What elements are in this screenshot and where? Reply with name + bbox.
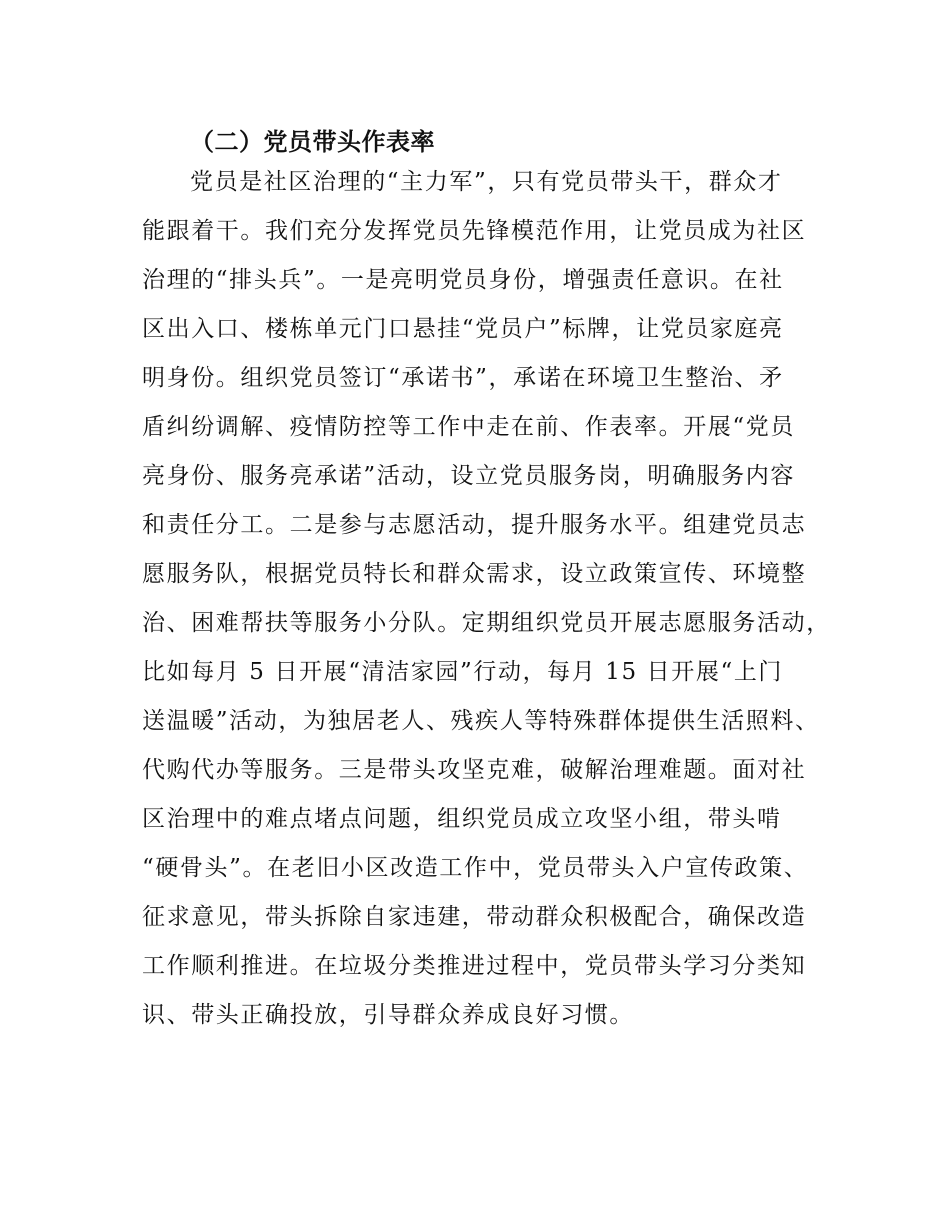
paragraph-line: 和责任分工。二是参与志愿活动，提升服务水平。组建党员志 bbox=[142, 512, 807, 538]
paragraph-line: 代购代办等服务。三是带头攻坚克难，破解治理难题。面对社 bbox=[142, 757, 807, 783]
paragraph-line: 识、带头正确投放，引导群众养成良好习惯。 bbox=[142, 1002, 634, 1028]
section-heading: （二）党员带头作表率 bbox=[190, 128, 435, 156]
paragraph-line: 治、困难帮扶等服务小分队。定期组织党员开展志愿服务活动， bbox=[142, 610, 831, 636]
paragraph-line: 治理的“排头兵”。一是亮明党员身份，增强责任意识。在社 bbox=[142, 267, 784, 293]
paragraph-line: 盾纠纷调解、疫情防控等工作中走在前、作表率。开展“党员 bbox=[142, 414, 795, 440]
paragraph-line: 愿服务队，根据党员特长和群众需求，设立政策宣传、环境整 bbox=[142, 561, 807, 587]
paragraph-line: 工作顺利推进。在垃圾分类推进过程中，党员带头学习分类知 bbox=[142, 953, 807, 979]
paragraph-line: 比如每月 5 日开展“清洁家园”行动，每月 15 日开展“上门 bbox=[142, 659, 784, 685]
paragraph-line: “硬骨头”。在老旧小区改造工作中，党员带头入户宣传政策、 bbox=[142, 855, 809, 881]
paragraph-line: 能跟着干。我们充分发挥党员先锋模范作用，让党员成为社区 bbox=[142, 218, 807, 244]
paragraph-line: 亮身份、服务亮承诺”活动，设立党员服务岗，明确服务内容 bbox=[142, 463, 795, 489]
paragraph-line: 区治理中的难点堵点问题，组织党员成立攻坚小组，带头啃 bbox=[142, 806, 782, 832]
paragraph-line: 送温暖”活动，为独居老人、残疾人等特殊群体提供生活照料、 bbox=[142, 708, 820, 734]
paragraph-line: 征求意见，带头拆除自家违建，带动群众积极配合，确保改造 bbox=[142, 904, 807, 930]
paragraph-line: 区出入口、楼栋单元门口悬挂“党员户”标牌，让党员家庭亮 bbox=[142, 316, 784, 342]
paragraph-line: 明身份。组织党员签订“承诺书”，承诺在环境卫生整治、矛 bbox=[142, 365, 784, 391]
paragraph-line: 党员是社区治理的“主力军”，只有党员带头干，群众才 bbox=[190, 169, 783, 195]
